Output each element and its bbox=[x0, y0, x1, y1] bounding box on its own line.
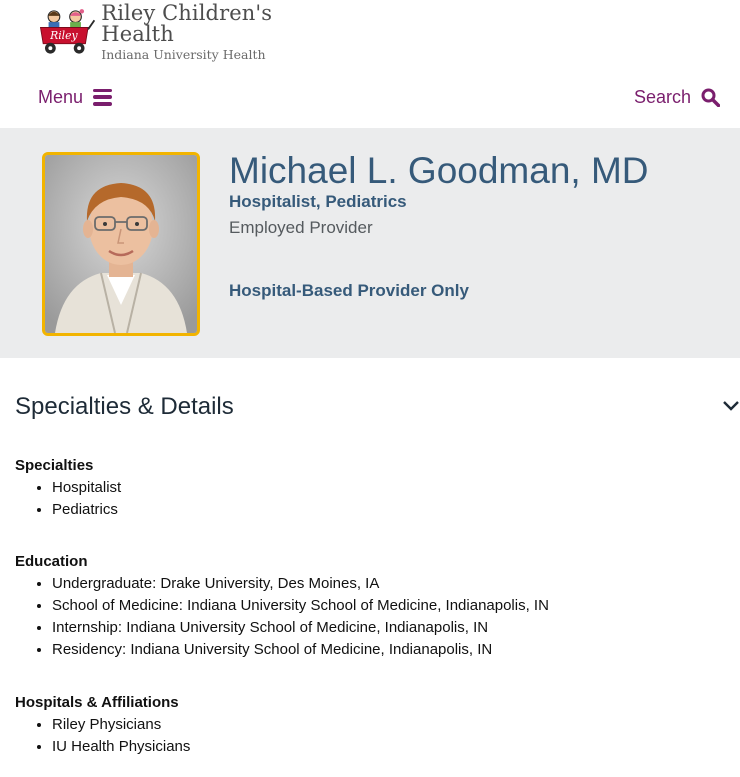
specialties-heading: Specialties bbox=[15, 457, 94, 474]
list-item: • Internship: Indiana University School of Medicine, Indianapolis, IN bbox=[52, 617, 549, 639]
riley-logo[interactable] bbox=[36, 0, 326, 62]
hamburger-icon bbox=[93, 89, 112, 106]
search-button[interactable] bbox=[634, 84, 720, 110]
riley-wagon-logo-icon bbox=[36, 5, 95, 59]
provider-hospital-note: Hospital-Based Provider Only bbox=[229, 281, 469, 300]
logo-subtitle: Indiana University Health bbox=[101, 46, 266, 62]
chevron-down-icon bbox=[722, 400, 740, 412]
svg-text:Riley: Riley bbox=[50, 29, 78, 43]
specialties-block bbox=[15, 455, 121, 521]
site-header bbox=[0, 0, 740, 128]
provider-name: Michael L. Goodman, MD bbox=[229, 150, 649, 191]
list-item: • Pediatrics bbox=[52, 499, 121, 521]
menu-label: Menu bbox=[38, 86, 84, 107]
list-item: • Riley Physicians bbox=[52, 714, 190, 736]
education-block bbox=[15, 551, 549, 661]
education-list bbox=[15, 573, 549, 661]
provider-employment: Employed Provider bbox=[229, 218, 373, 237]
affiliations-block bbox=[15, 692, 190, 758]
search-icon bbox=[701, 88, 720, 107]
list-item: • IU Health Physicians bbox=[52, 736, 190, 758]
provider-profile bbox=[0, 128, 740, 358]
provider-portrait-image bbox=[45, 155, 197, 333]
menu-button[interactable] bbox=[38, 84, 112, 110]
list-item: • Hospitalist bbox=[52, 477, 121, 499]
list-item: • Residency: Indiana University School of Medicine, Indianapolis, IN bbox=[52, 639, 549, 661]
affiliations-heading: Hospitals & Affiliations bbox=[15, 694, 179, 711]
search-label: Search bbox=[633, 86, 691, 107]
provider-photo bbox=[42, 152, 200, 336]
logo-title: Riley Children's Health bbox=[101, 0, 273, 46]
education-heading: Education bbox=[15, 553, 88, 570]
list-item: • School of Medicine: Indiana University School of Medicine, Indianapolis, IN bbox=[52, 595, 549, 617]
specialties-list bbox=[15, 477, 121, 521]
affiliations-list bbox=[15, 714, 190, 758]
specialties-details-toggle[interactable] bbox=[0, 380, 740, 436]
list-item: • Undergraduate: Drake University, Des Moines, IA bbox=[52, 573, 549, 595]
section-title: Specialties & Details bbox=[15, 393, 234, 420]
provider-role: Hospitalist, Pediatrics bbox=[229, 192, 407, 211]
